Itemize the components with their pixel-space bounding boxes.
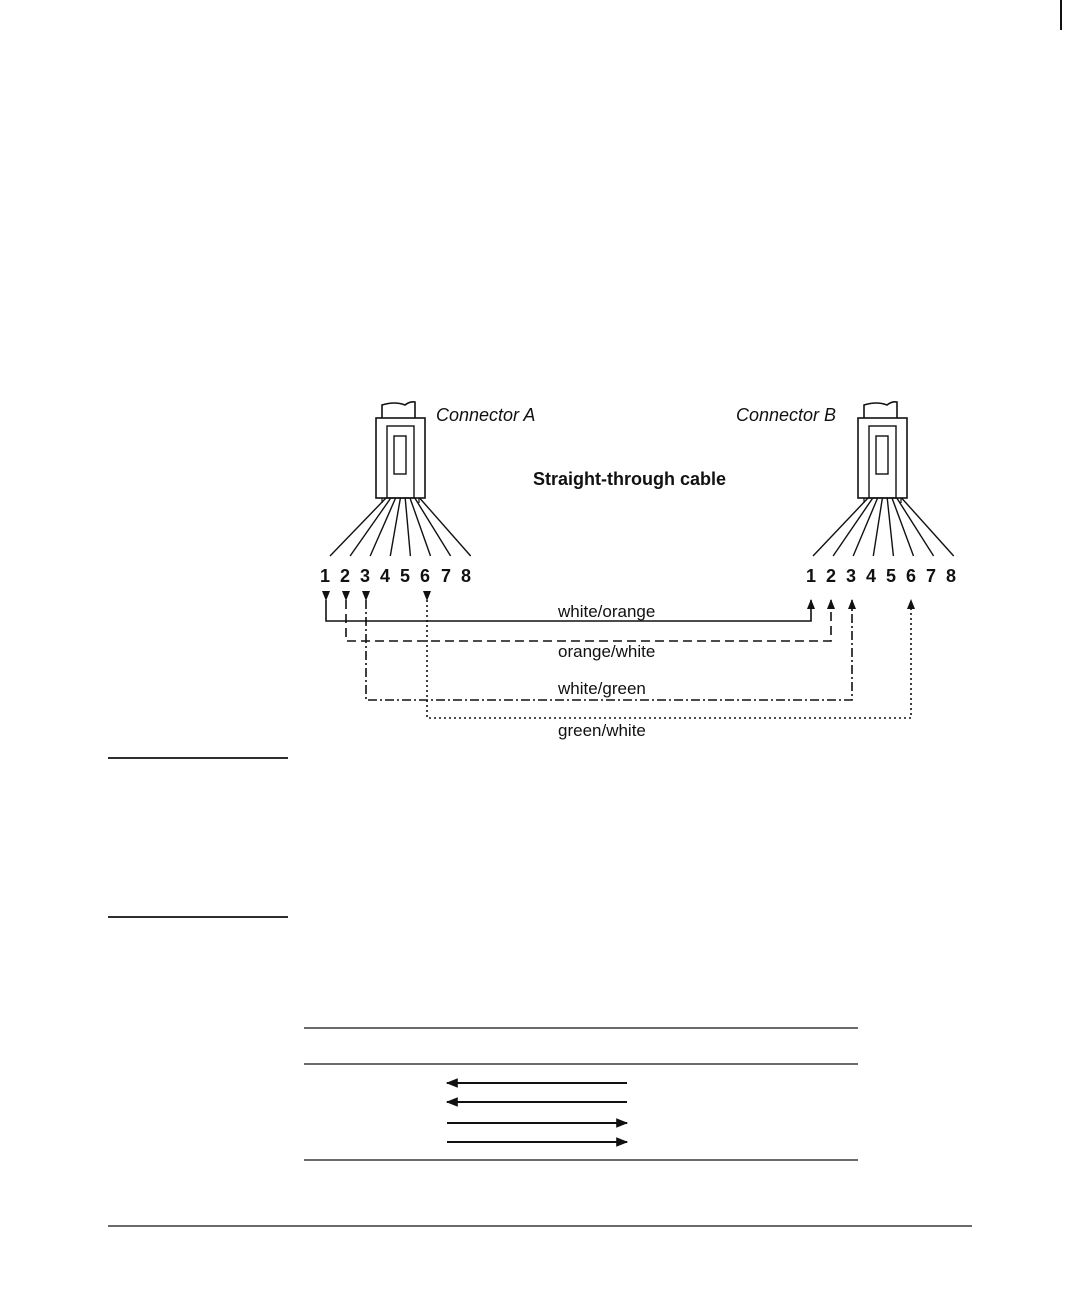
pin-a-4: 4 (380, 566, 391, 586)
connector-b-fanout-wires (813, 498, 954, 556)
connector-b-fan-wire-2 (833, 498, 873, 556)
connector-b-fan-wire-5 (887, 498, 893, 556)
pin-a-3: 3 (360, 566, 371, 586)
wire-label-orange-white: orange/white (558, 642, 656, 661)
pin-a-8: 8 (461, 566, 472, 586)
pin-b-8: 8 (946, 566, 957, 586)
connector-a-label: Connector A (436, 405, 536, 425)
pin-b-5: 5 (886, 566, 897, 586)
wire-label-white-green: white/green (558, 679, 646, 698)
pin-a-1: 1 (320, 566, 331, 586)
pin-b-4: 4 (866, 566, 877, 586)
diagram-title: Straight-through cable (533, 469, 726, 489)
pin-b-6: 6 (906, 566, 917, 586)
connector-b-plug-icon (858, 402, 907, 503)
connector-a-fan-wire-2 (350, 498, 391, 556)
pin-b-3: 3 (846, 566, 857, 586)
pin-a-7: 7 (441, 566, 452, 586)
connector-b-label: Connector B (736, 405, 837, 425)
pin-a-6: 6 (420, 566, 431, 586)
connector-b-pin-numbers (806, 566, 956, 586)
wire-label-white-orange: white/orange (558, 602, 656, 621)
connector-b-fan-wire-3 (853, 498, 877, 556)
connector-a-fanout-wires (330, 498, 471, 556)
pin-a-5: 5 (400, 566, 411, 586)
pin-b-7: 7 (926, 566, 937, 586)
pin-a-2: 2 (340, 566, 351, 586)
signal-table (304, 1028, 858, 1160)
pin-b-2: 2 (826, 566, 837, 586)
connector-a-plug-icon (376, 402, 425, 503)
connector-a-pin-numbers (320, 566, 471, 586)
wire-label-green-white: green/white (558, 721, 646, 740)
connector-a-fan-wire-1 (330, 498, 386, 556)
pin-b-1: 1 (806, 566, 817, 586)
connector-a-fan-wire-5 (405, 498, 410, 556)
connector-b-fan-wire-1 (813, 498, 868, 556)
